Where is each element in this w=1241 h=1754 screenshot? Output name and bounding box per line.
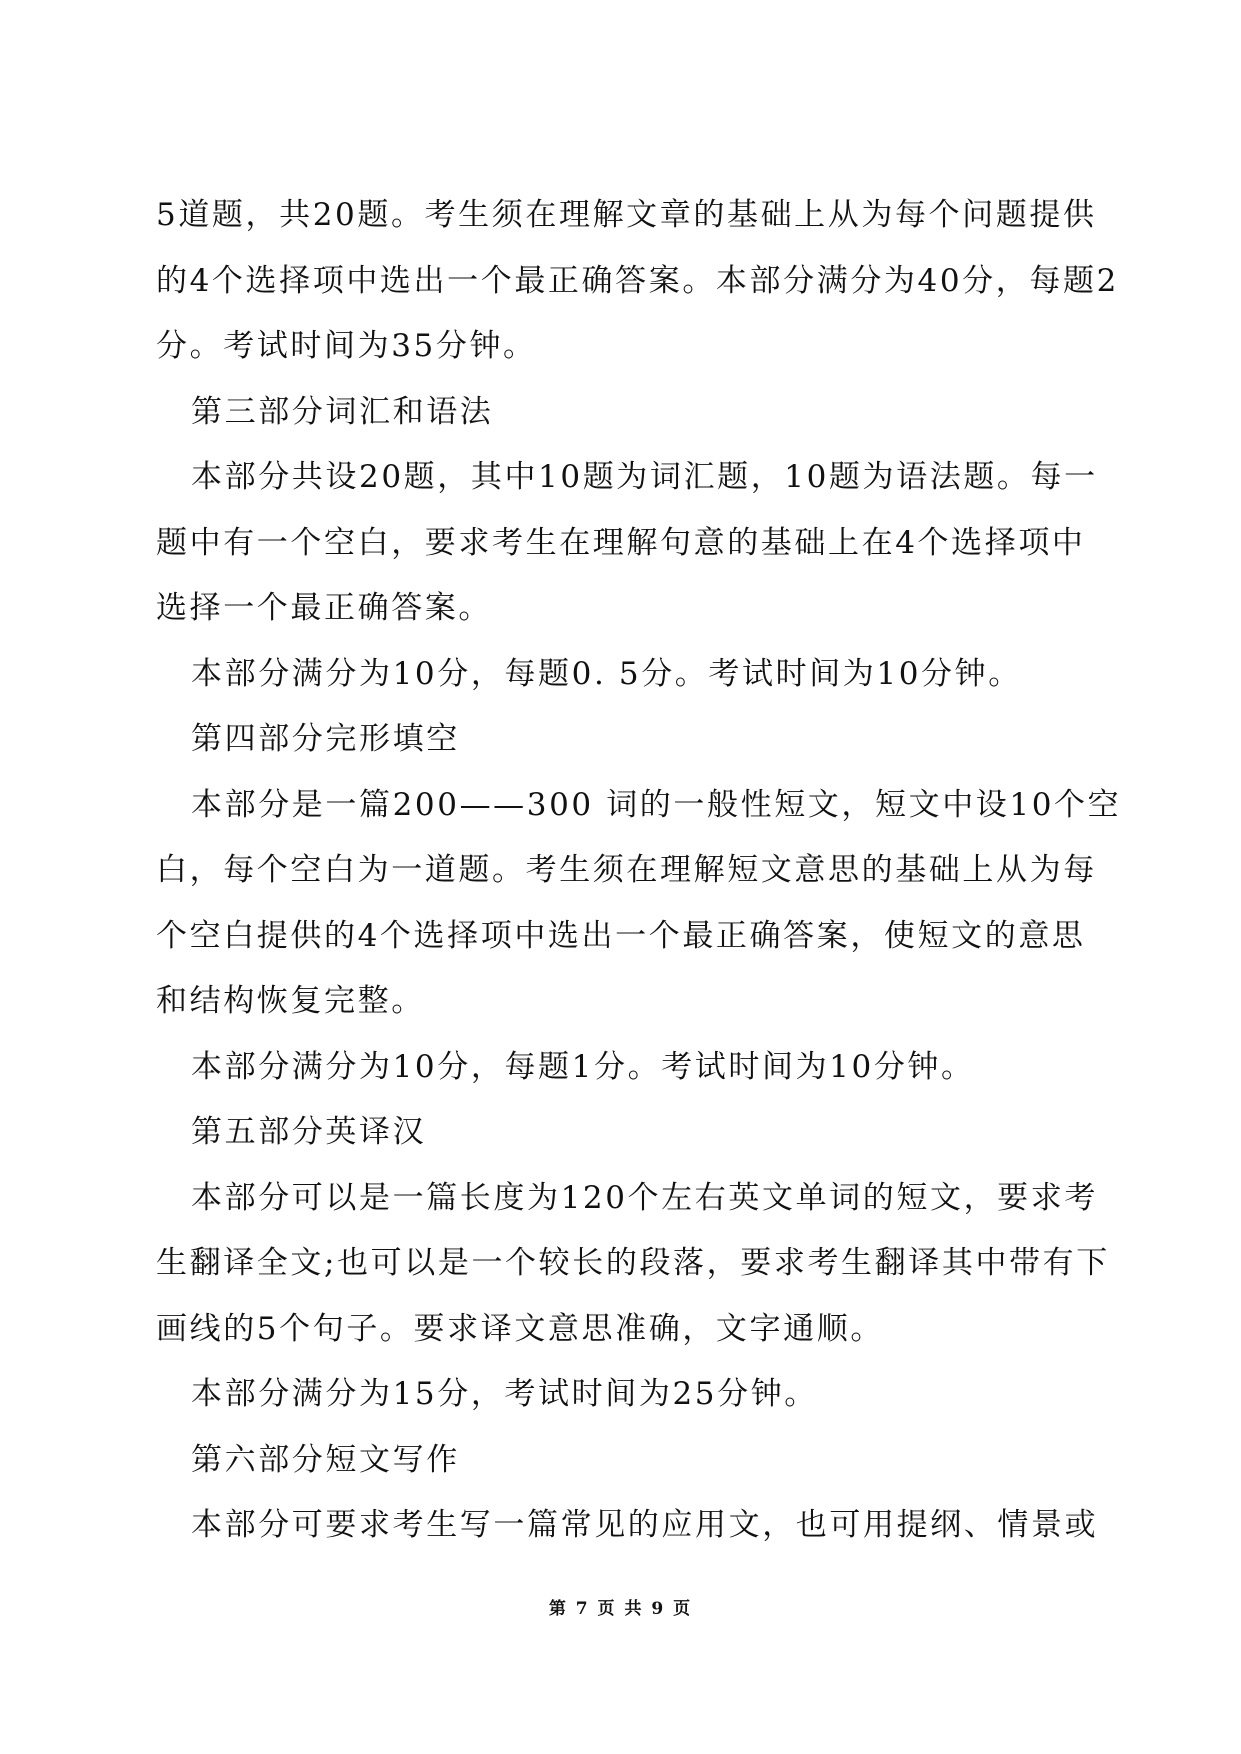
section-heading: 第三部分词汇和语法: [191, 393, 494, 430]
section-heading: 第五部分英译汉: [191, 1114, 427, 1150]
page-number-footer: 第 7 页 共 9 页: [548, 1599, 693, 1619]
text-line: 本部分满分为10分，每题1分。考试时间为10分钟。: [191, 1048, 975, 1085]
text-line: 本部分共设20题，其中10题为词汇题，10题为语法题。每一: [191, 459, 1098, 495]
section-heading: 第六部分短文写作: [191, 1441, 460, 1478]
text-line: 个空白提供的4个选择项中选出一个最正确答案，使短文的意思: [156, 917, 1086, 954]
text-line: 5道题，共20题。考生须在理解文章的基础上从为每个问题提供: [156, 197, 1097, 233]
text-line: 本部分是一篇200——300 词的一般性短文，短文中设10个空: [191, 786, 1122, 823]
text-line: 本部分可以是一篇长度为120个左右英文单词的短文，要求考: [191, 1179, 1098, 1216]
text-line: 生翻译全文;也可以是一个较长的段落，要求考生翻译其中带有下: [156, 1245, 1110, 1281]
text-line: 本部分满分为15分，考试时间为25分钟。: [191, 1376, 818, 1412]
text-line: 本部分可要求考生写一篇常见的应用文，也可用提纲、情景或: [191, 1507, 1099, 1543]
text-line: 分。考试时间为35分钟。: [156, 328, 537, 364]
text-line: 本部分满分为10分，每题0. 5分。考试时间为10分钟。: [191, 655, 1022, 692]
text-line: 白，每个空白为一道题。考生须在理解短文意思的基础上从为每: [156, 852, 1097, 888]
text-line: 的4个选择项中选出一个最正确答案。本部分满分为40分，每题2: [156, 262, 1119, 299]
text-line: 和结构恢复完整。: [156, 983, 425, 1019]
document-body: [156, 183, 1122, 1559]
text-line: 选择一个最正确答案。: [156, 590, 492, 626]
text-line: 画线的5个句子。要求译文意思准确，文字通顺。: [156, 1310, 884, 1347]
text-line: 题中有一个空白，要求考生在理解句意的基础上在4个选择项中: [156, 524, 1086, 561]
section-heading: 第四部分完形填空: [191, 721, 460, 757]
